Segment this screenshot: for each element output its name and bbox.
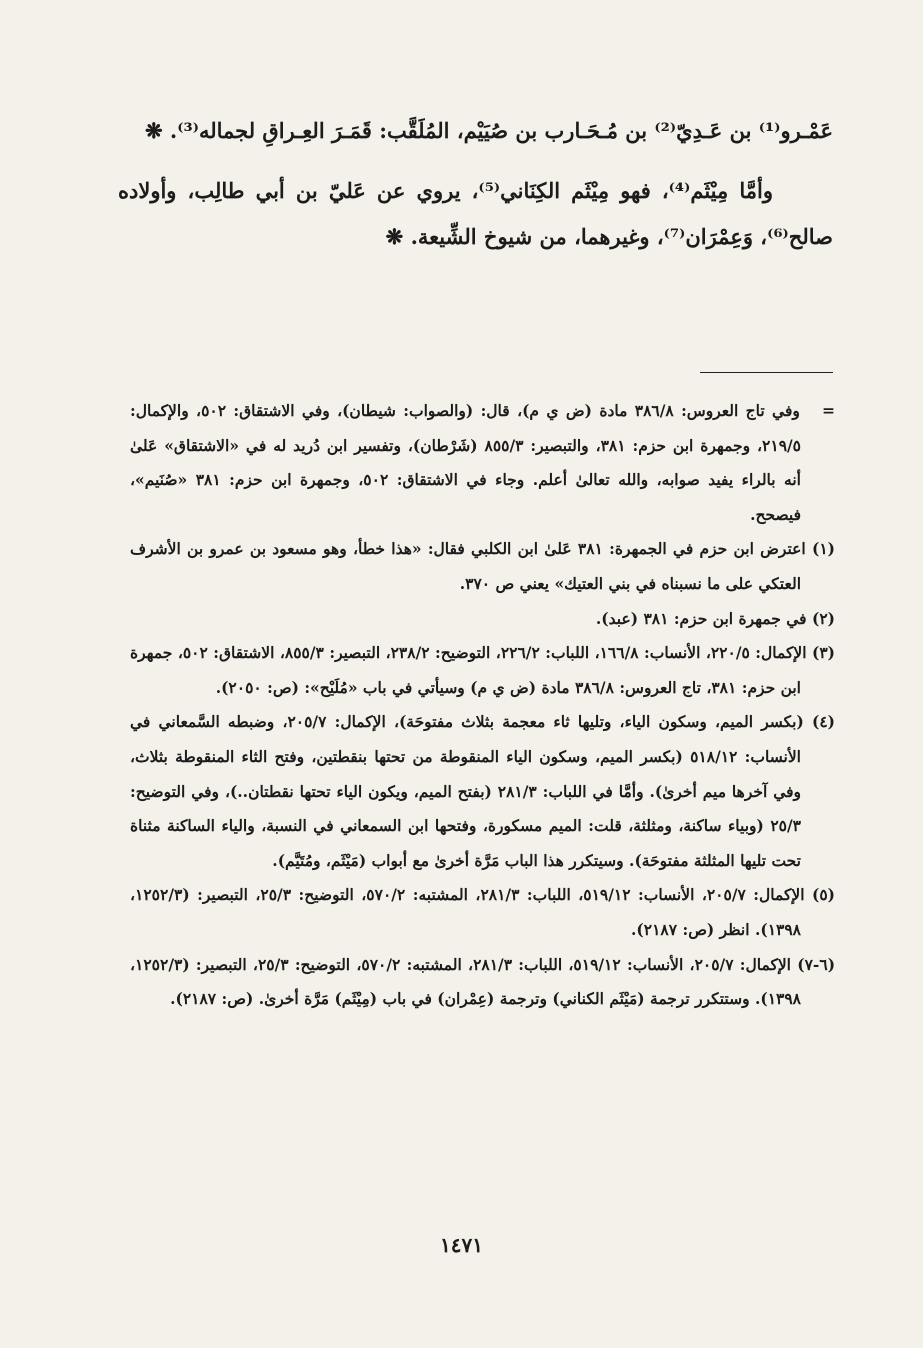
footnote-text: الإكمال: ٢٠٥/٧، الأنساب: ٥١٩/١٢، اللباب: ٢٨١/٣، المشتبه: ٥٧٠/٢، التوضيح: ٢٥/٣، التبصير: (١٢٥٢/٣، ١٣٩٨). وستتكرر ترجمة (مَيْثَم الكناني) وترجمة (عِمْران) في باب (مِيْثَم) مَرَّة أخرىٰ. (ص: ٢١٨٧). <box>130 954 801 1009</box>
footnote-text: في جمهرة ابن حزم: ٣٨١ (عبد). <box>595 608 807 628</box>
footnote-2 <box>130 602 835 637</box>
footnote-continuation <box>130 394 835 532</box>
footnote-6-7 <box>130 948 835 1017</box>
footnote-marker: (٣) <box>811 643 835 663</box>
footnote-divider <box>700 372 833 373</box>
main-text <box>118 108 833 260</box>
footnote-marker: (١) <box>811 539 835 559</box>
main-paragraph-1: عَمْـرو⁽¹⁾ بن عَـدِيّ⁽²⁾ بن مُـحَـارب بن صُيَيْم، المُلَقَّب: قَمَـرَ العِـراقِ لجماله⁽³⁾. ❋ <box>145 118 833 143</box>
footnote-marker: (٢) <box>811 608 835 628</box>
footnotes <box>130 394 835 1017</box>
footnote-marker: (٤) <box>811 712 835 732</box>
footnote-4 <box>130 705 835 878</box>
footnote-marker: (٥) <box>812 885 836 905</box>
main-paragraph-2: وأمَّا مِيْثَم⁽⁴⁾، فهو مِيْثَم الكِنَاني⁽⁵⁾، يروي عن عَليّ بن أبي طالِب، وأولاده صالح⁽⁶⁾، وَعِمْرَان⁽⁷⁾، وغيرهما، من شيوخ الشِّيعة. ❋ <box>118 178 833 249</box>
footnote-1 <box>130 532 835 601</box>
page-number: ١٤٧١ <box>440 1233 483 1257</box>
footnote-text: (بكسر الميم، وسكون الياء، وتليها ثاء معجمة بثلاث مفتوحَة)، الإكمال: ٢٠٥/٧، وضبطه السَّمعاني في الأنساب: ٥١٨/١٢ (بكسر الميم، وسكون الياء المنقوطة من تحتها بنقطتين، وفتح الثاء المنقوطة بثلاث، وفي آخرها ميم أخرىٰ). وأمَّا في اللباب: ٢٨١/٣ (بفتح الميم، ويكون الياء تحتها نقطتان..)، وفي التوضيح: ٢٥/٣ (وبياء ساكنة، ومثلثة، قلت: الميم مسكورة، وفتحها ابن السمعاني في النسبة، والياء الساكنة مثناة تحت تليها المثلثة مفتوحَة). وسيتكرر هذا الباب مَرَّة أخرىٰ مع أبواب (مَيْثَم، ومُتَيَّم). <box>130 712 804 870</box>
footnote-text: اعترض ابن حزم في الجمهرة: ٣٨١ عَلىٰ ابن الكلبي فقال: «هذا خطأ، وهو مسعود بن عمرو بن الأشرف العتكي على ما نسبناه في بني العتيك» يعني ص ٣٧٠. <box>130 539 806 593</box>
footnote-marker: (٦-٧) <box>797 954 836 974</box>
footnote-text: الإكمال: ٢٠٥/٧، الأنساب: ٥١٩/١٢، اللباب: ٢٨١/٣، المشتبه: ٥٧٠/٢، التوضيح: ٢٥/٣، التبصير: (١٢٥٢/٣، ١٣٩٨). انظر (ص: ٢١٨٧). <box>130 885 805 939</box>
footnote-text: وفي تاج العروس: ٣٨٦/٨ مادة (ض ي م)، قال: (والصواب: شيطان)، وفي الاشتقاق: ٥٠٢، والإكمال: ٢١٩/٥، وجمهرة ابن حزم: ٣٨١، والتبصير: ٨٥٥/٣ (شَرْطان)، وتفسير ابن دُريد له في «الاشتقاق» عَلىٰ أنه بالراء يفيد صوابه، والله تعالىٰ أعلم. وجاء في الاشتقاق: ٥٠٢، وجمهرة ابن حزم: ٣٨١ «صُنَيم»، فيصحح. <box>130 401 802 524</box>
footnote-text: الإكمال: ٢٢٠/٥، الأنساب: ١٦٦/٨، اللباب: ٢٢٦/٢، التوضيح: ٢٣٨/٢، التبصير: ٨٥٥/٣، الاشتقاق: ٥٠٢، جمهرة ابن حزم: ٣٨١، تاج العروس: ٣٨٦/٨ مادة (ض ي م) وسيأتي في باب «مُلَيْح»: (ص: ٢٠٥٠). <box>130 643 807 697</box>
footnote-5 <box>130 878 835 947</box>
footnote-marker: = <box>822 401 836 420</box>
footnote-3 <box>130 636 835 705</box>
